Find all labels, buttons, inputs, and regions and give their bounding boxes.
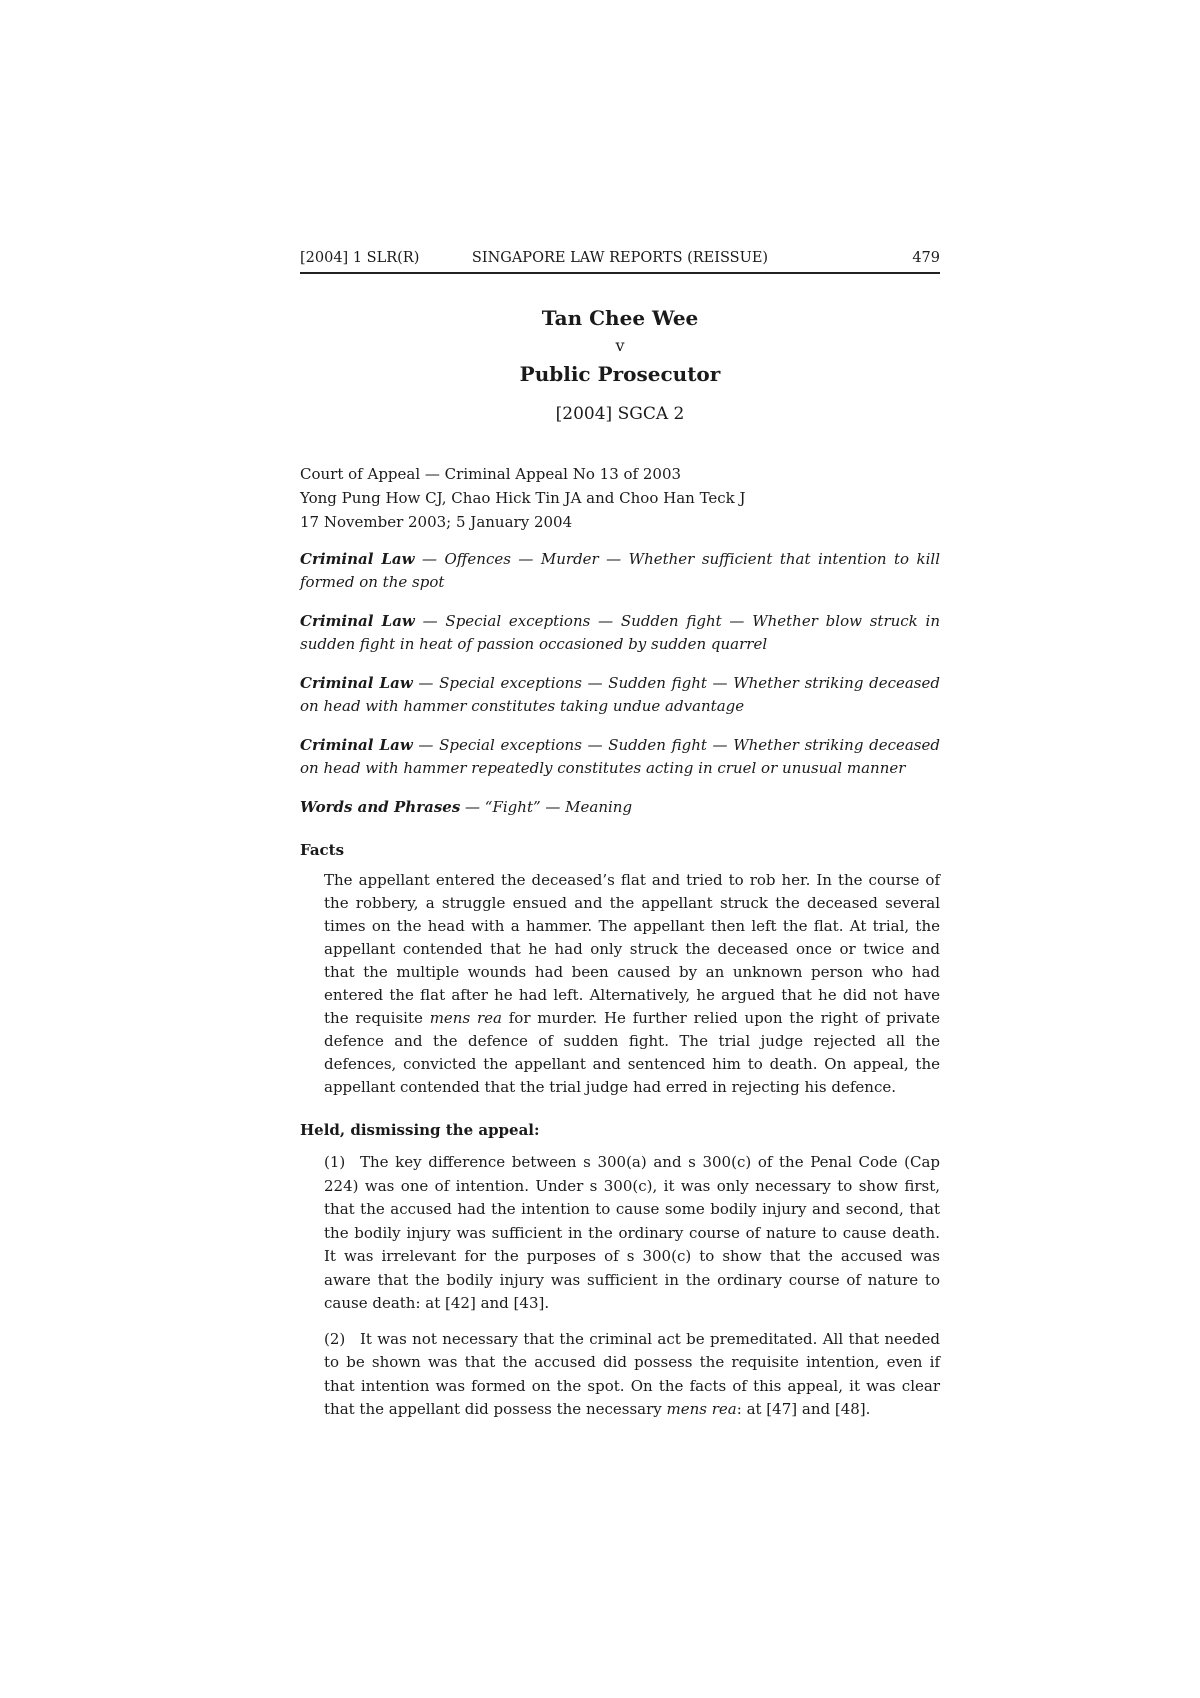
catchword: Words and Phrases — “Fight” — Meaning: [300, 798, 633, 816]
law-report-page: [300, 246, 940, 1422]
catchword: Criminal Law — Special exceptions — Sudden fight — Whether striking deceased on head with hammer repeatedly constitutes acting in cruel or unusual manner: [300, 736, 940, 777]
versus: v: [615, 336, 625, 355]
neutral-citation: [2004] SGCA 2: [555, 404, 685, 424]
running-head: [300, 246, 940, 270]
holding-paragraph: (1) The key difference between s 300(a) and s 300(c) of the Penal Code (Cap 224) was one of intention. Under s 300(c), it was only necessary to show first, that the accused had the intention to cause some bodily injury and second, that the bodily injury was sufficient in the ordinary course of nature to cause death. It was irrelevant for the purposes of s 300(c) to show that the accused was aware that the bodily injury was sufficient in the ordinary course of nature to cause death: at [42] and [43].: [324, 1153, 940, 1312]
catchword: Criminal Law — Special exceptions — Sudden fight — Whether striking deceased on head with hammer constitutes taking undue advantage: [300, 674, 940, 715]
header-rule: [300, 272, 940, 274]
case-parties: [300, 304, 940, 388]
facts-heading: Facts: [300, 841, 345, 859]
facts-paragraph: The appellant entered the deceased’s flat and tried to rob her. In the course of the robbery, a struggle ensued and the appellant struck the deceased several times on the head with a hammer. The appellant then left the flat. At trial, the appellant contended that he had only struck the deceased once or twice and that the multiple wounds had been caused by an unknown person who had entered the flat after he had left. Alternatively, he argued that he did not have the requisite mens rea for murder. He further relied upon the right of private defence and the defence of sudden fight. The trial judge rejected all the defences, convicted the appellant and sentenced him to death. On appeal, the appellant contended that the trial judge had erred in rejecting his defence.: [324, 871, 941, 1096]
report-series-title: SINGAPORE LAW REPORTS (REISSUE): [471, 250, 769, 266]
appellant-name: Tan Chee Wee: [541, 306, 699, 330]
judges-line: Yong Pung How CJ, Chao Hick Tin JA and Choo Han Teck J: [300, 489, 746, 507]
court-line: Court of Appeal — Criminal Appeal No 13 of 2003: [300, 465, 682, 483]
dates-line: 17 November 2003; 5 January 2004: [300, 513, 573, 531]
report-citation: [2004] 1 SLR(R): [300, 250, 420, 266]
catchword: Criminal Law — Offences — Murder — Whether sufficient that intention to kill formed on the spot: [300, 550, 940, 591]
holding-paragraph: (2) It was not necessary that the criminal act be premeditated. All that needed to be shown was that the accused did possess the requisite intention, even if that intention was formed on the spot. On the facts of this appeal, it was clear that the appellant did possess the necessary mens rea: at [47] and [48].: [324, 1329, 940, 1418]
held-heading: Held, dismissing the appeal:: [300, 1121, 540, 1139]
coram-block: [300, 462, 940, 534]
respondent-name: Public Prosecutor: [519, 362, 721, 386]
page-number: 479: [912, 250, 940, 266]
catchword: Criminal Law — Special exceptions — Sudden fight — Whether blow struck in sudden fight in heat of passion occasioned by sudden quarrel: [300, 612, 940, 653]
